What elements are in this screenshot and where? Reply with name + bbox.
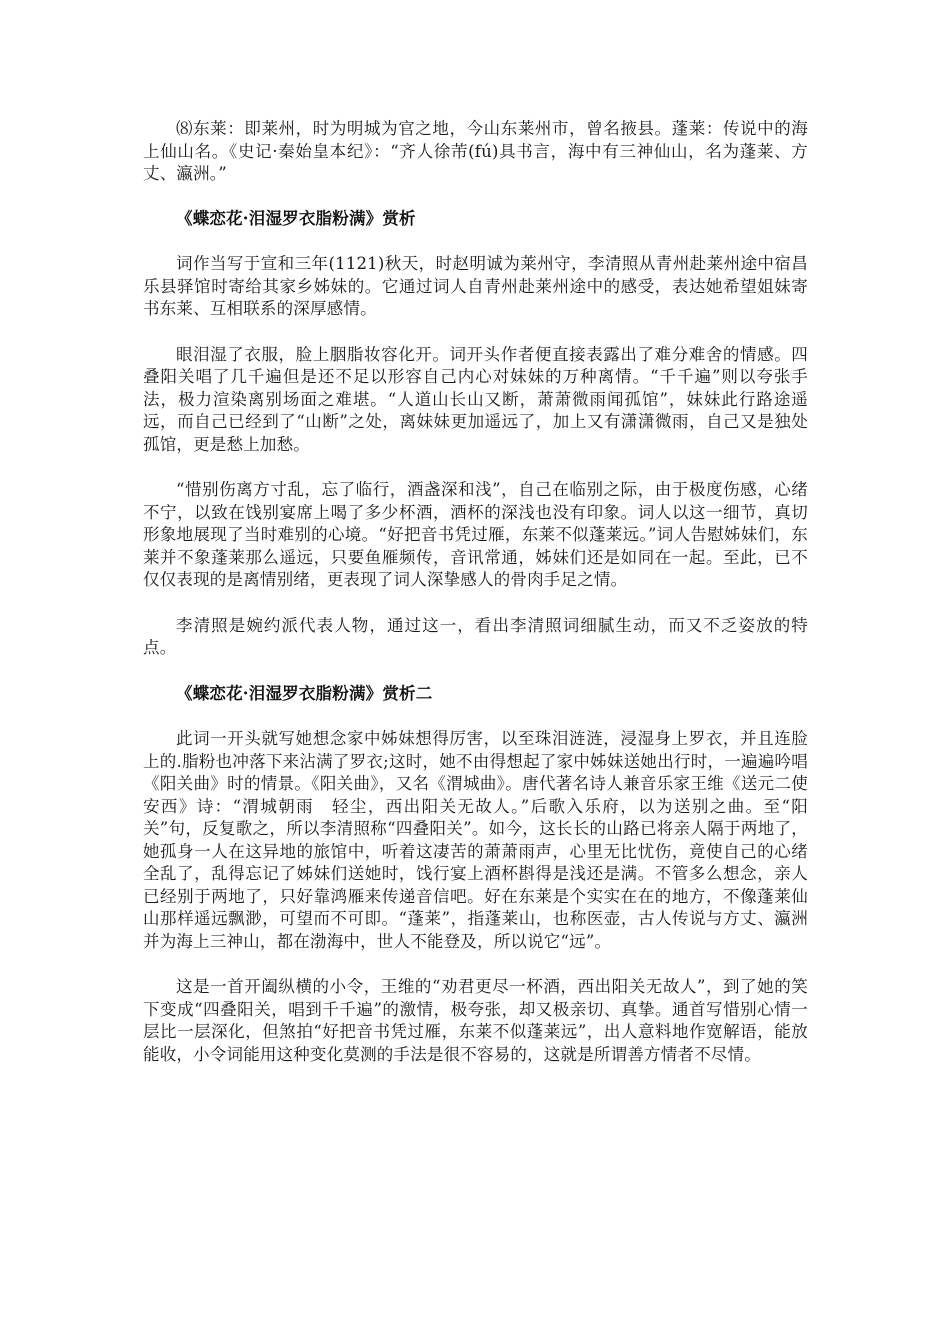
paragraph: 李清照是婉约派代表人物，通过这一，看出李清照词细腻生动，而又不乏姿放的特点。 (143, 615, 808, 657)
paragraph: 这是一首开阖纵横的小令，王维的“劝君更尽一杯酒，西出阳关无故人”，到了她的笑下变成“四叠阳关，唱到千千遍”的激情，极夸张，却又极亲切、真挚。通首写惜别心情一层比一层深化，但煞拍“好把音书凭过雁，东莱不似蓬莱远”，出人意料地作宽解语，能放能收，小令词能用这种变化莫测的手法是很不容易的，这就是所谓善方情者不尽情。 (143, 977, 808, 1064)
paragraph: 此词一开头就写她想念家中姊妹想得厉害，以至珠泪涟涟，浸湿身上罗衣，并且连脸上的.脂粉也冲落下来沾满了罗衣;这时，她不由得想起了家中姊妹送她出行时，一遍遍吟唱《阳关曲》时的情景。《阳关曲》，又名《渭城曲》。唐代著名诗人兼音乐家王维《送元二使安西》诗：“渭城朝雨 轻尘，西出阳关无故人。”后歌入乐府，以为送别之曲。至“阳关”句，反复歌之，所以李清照称“四叠阳关”。如今，这长长的山路已将亲人隔于两地了，她孤身一人在这异地的旅馆中，听着这凄苦的萧萧雨声，心里无比忧伤，竟使自己的心绪全乱了，乱得忘记了姊妹们送她时，饯行宴上酒杯斟得是浅还是满。不管多么想念，亲人已经别于两地了，只好靠鸿雁来传递音信吧。好在东莱是个实实在在的地方，不像蓬莱仙山那样遥远飘渺，可望而不可即。“蓬莱”，指蓬莱山，也称医壶，古人传说与方丈、瀛洲并为海上三神山，都在渤海中，世人不能登及，所以说它“远”。 (143, 729, 808, 951)
section-heading-appreciation: 《蝶恋花·泪湿罗衣脂粉满》赏析 (176, 208, 416, 228)
paragraph: “惜别伤离方寸乱，忘了临行，酒盏深和浅”，自己在临别之际，由于极度伤感，心绪不宁，以致在饯别宴席上喝了多少杯酒，酒杯的深浅也没有印象。词人以这一细节，真切形象地展现了当时难别的心境。“好把音书凭过雁，东莱不似蓬莱远。”词人告慰姊妹们，东莱并不象蓬莱那么遥远，只要鱼雁频传，音讯常通，姊妹们还是如同在一起。至此，已不仅仅表现的是离情别绪，更表现了词人深挚感人的骨肉手足之情。 (143, 480, 808, 589)
paragraph: 眼泪湿了衣服，脸上胭脂妆容化开。词开头作者便直接表露出了难分难舍的情感。四叠阳关唱了几千遍但是还不足以形容自己内心对妹妹的万种离情。“千千遍”则以夸张手法，极力渲染离别场面之难堪。“人道山长山又断，萧萧微雨闻孤馆”，妹妹此行路途遥远，而自己已经到了“山断”之处，离妹妹更加遥远了，加上又有潇潇微雨，自己又是独处孤馆，更是愁上加愁。 (143, 344, 808, 454)
footnote-8: ⑻东莱：即莱州，时为明城为官之地，今山东莱州市，曾名掖县。蓬莱：传说中的海上仙山名。《史记·秦始皇本纪》：“齐人徐芾(fú)具书言，海中有三神仙山，名为蓬莱、方丈、瀛洲。” (143, 119, 808, 183)
document-body (143, 118, 808, 1089)
section-heading-appreciation-two: 《蝶恋花·泪湿罗衣脂粉满》赏析二 (176, 683, 433, 703)
paragraph: 词作当写于宣和三年(1121)秋天，时赵明诚为莱州守，李清照从青州赴莱州途中宿昌乐县驿馆时寄给其家乡姊妹的。它通过词人自青州赴莱州途中的感受，表达她希望姐妹寄书东莱、互相联系的深厚感情。 (143, 254, 808, 318)
